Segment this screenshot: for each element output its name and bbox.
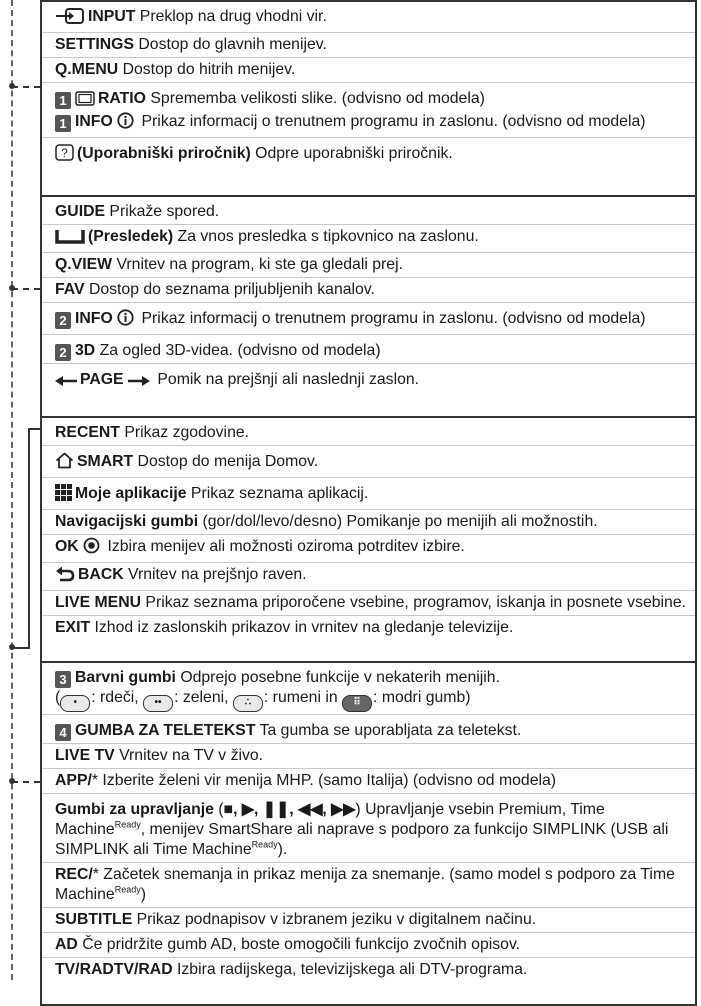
key-manual: (Uporabniški priročnik) [77, 145, 251, 162]
desc-settings: Dostop do glavnih menijev. [134, 36, 327, 53]
green-button-icon: •• [143, 695, 173, 712]
entry-control-buttons [42, 794, 695, 863]
key-rec: REC/ [55, 866, 93, 883]
ratio-icon [75, 91, 95, 112]
sup-ready: Ready [251, 839, 278, 850]
entry-user-manual [42, 138, 695, 169]
label-blue: : modri gumb) [373, 689, 471, 706]
key-app: APP/ [55, 772, 92, 789]
key-smart: SMART [77, 453, 134, 470]
badge-2: 2 [55, 344, 71, 361]
star-icon: * [92, 866, 99, 883]
section-color-playback [40, 661, 697, 1006]
key-livemenu: LIVE MENU [55, 594, 142, 611]
desc-info: Prikaz informacij o trenutnem programu in zaslonu. (odvisno od modela) [137, 113, 646, 130]
key-qmenu: Q.MENU [55, 61, 119, 78]
key-subtitle: SUBTITLE [55, 911, 133, 928]
entry-recent [42, 421, 695, 446]
badge-2: 2 [55, 312, 71, 329]
sup-ready: Ready [114, 819, 141, 830]
desc-recent: Prikaz zgodovine. [119, 424, 250, 441]
entry-subtitle [42, 908, 695, 933]
entry-my-apps [42, 478, 695, 510]
desc-color: Odprejo posebne funkcije v nekaterih menijih. [175, 669, 500, 686]
key-back: BACK [78, 566, 124, 583]
ok-icon [83, 537, 100, 560]
back-icon [55, 566, 75, 588]
apps-grid-icon [55, 484, 72, 507]
key-exit: EXIT [55, 619, 91, 636]
entry-fav [42, 278, 695, 303]
key-info: INFO [75, 113, 113, 130]
arrow-left-icon [55, 373, 77, 393]
entry-live-tv [42, 744, 695, 769]
key-guide: GUIDE [55, 203, 106, 220]
desc-app: Izberite želeni vir menija MHP. (samo Italija) (odvisno od modela) [98, 772, 557, 789]
key-page: PAGE [80, 371, 124, 388]
desc-teletext: Ta gumba se uporabljata za teletekst. [255, 722, 522, 739]
entry-rec [42, 863, 695, 908]
desc-control-3: ). [277, 841, 288, 858]
home-icon [55, 452, 74, 475]
desc-3d: Za ogled 3D-videa. (odvisno od modela) [95, 342, 381, 359]
desc-exit: Izhod iz zaslonskih prikazov in vrnitev na gledanje televizije. [90, 619, 514, 636]
desc-qview: Vrnitev na program, ki ste ga gledali prej. [112, 256, 403, 273]
entry-ratio [42, 83, 695, 138]
desc-apps: Prikaz seznama aplikacij. [186, 485, 369, 502]
badge-1: 1 [55, 115, 71, 132]
entry-settings [42, 33, 695, 58]
entry-info-2 [42, 303, 695, 335]
entry-smart [42, 446, 695, 478]
label-green: : zeleni, [174, 689, 233, 706]
entry-live-menu [42, 591, 695, 616]
key-ad: AD [55, 936, 78, 953]
yellow-button-icon: ∴ [233, 695, 263, 712]
desc-info: Prikaz informacij o trenutnem programu in zaslonu. (odvisno od modela) [137, 310, 646, 327]
label-yellow: : rumeni in [263, 689, 343, 706]
entry-exit [42, 616, 695, 640]
desc-qmenu: Dostop do hitrih menijev. [118, 61, 296, 78]
key-teletext: GUMBA ZA TELETEKST [75, 722, 256, 739]
badge-1: 1 [55, 92, 71, 109]
red-button-icon: • [60, 695, 90, 712]
entry-qview [42, 253, 695, 278]
key-input: INPUT [88, 8, 136, 25]
entry-ok [42, 535, 695, 563]
entry-tv-rad [42, 958, 695, 982]
input-icon [55, 8, 85, 30]
desc-tvrad: Izbira radijskega, televizijskega ali DTV-programa. [172, 961, 528, 978]
entry-color-buttons [42, 666, 695, 715]
paren-open: ( [55, 689, 61, 706]
desc-subtitle: Prikaz podnapisov v izbranem jeziku v digitalnem načinu. [132, 911, 537, 928]
key-3d: 3D [75, 342, 96, 359]
key-tvrad: TV/RADTV/RAD [55, 961, 173, 978]
entry-teletext [42, 715, 695, 744]
key-qview: Q.VIEW [55, 256, 113, 273]
key-nav: Navigacijski gumbi [55, 513, 199, 530]
desc-control-1: Upravljanje vsebin Premium, Time Machine [55, 801, 605, 838]
sup-ready: Ready [114, 884, 141, 895]
entry-app [42, 769, 695, 794]
playback-symbols: ■, ▶, ❚❚, ◀◀, ▶▶ [223, 801, 356, 818]
badge-3: 3 [55, 671, 71, 688]
key-control: Gumbi za upravljanje [55, 801, 214, 818]
key-livetv: LIVE TV [55, 747, 115, 764]
desc-space: Za vnos presledka s tipkovnico na zaslonu. [173, 228, 479, 245]
desc-manual: Odpre uporabniški priročnik. [250, 145, 453, 162]
section-navigation [40, 416, 697, 661]
info-icon [117, 112, 134, 135]
paren-open: ( [213, 801, 224, 818]
desc-rec-2: ) [140, 886, 146, 903]
badge-4: 4 [55, 724, 71, 741]
desc-back: Vrnitev na prejšnjo raven. [123, 566, 307, 583]
entry-guide [42, 200, 695, 225]
svg-text:?: ? [61, 146, 68, 160]
entry-navigation [42, 510, 695, 535]
key-fav: FAV [55, 281, 85, 298]
desc-guide: Prikaže spored. [105, 203, 220, 220]
question-icon [55, 144, 74, 167]
key-info: INFO [75, 310, 113, 327]
entry-space [42, 225, 695, 253]
desc-input: Preklop na drug vhodni vir. [135, 8, 327, 25]
desc-rec-1: Začetek snemanja in prikaz menija za snemanje. (samo model s podporo za Time Machine [55, 866, 675, 903]
key-ok: OK [55, 538, 79, 555]
desc-nav: (gor/dol/levo/desno) Pomikanje po menijih ali možnostih. [198, 513, 598, 530]
label-red: : rdeči, [91, 689, 144, 706]
desc-ratio: Sprememba velikosti slike. (odvisno od modela) [145, 90, 485, 107]
desc-smart: Dostop do menija Domov. [133, 453, 319, 470]
arrow-right-icon [128, 373, 150, 393]
entry-ad [42, 933, 695, 958]
key-space: (Presledek) [88, 228, 174, 245]
desc-page: Pomik na prejšnji ali naslednji zaslon. [153, 371, 420, 388]
key-settings: SETTINGS [55, 36, 134, 53]
desc-livemenu: Prikaz seznama priporočene vsebine, programov, iskanja in posnete vsebine. [141, 594, 687, 611]
entry-input [42, 5, 695, 33]
entry-3d [42, 335, 695, 364]
space-icon [55, 228, 85, 250]
key-ratio: RATIO [98, 90, 146, 107]
key-recent: RECENT [55, 424, 120, 441]
info-icon [117, 309, 134, 332]
section-guide-page [40, 195, 697, 416]
blue-button-icon: ⠿ [342, 695, 372, 712]
desc-fav: Dostop do seznama priljubljenih kanalov. [84, 281, 375, 298]
entry-qmenu [42, 58, 695, 83]
desc-ok: Izbira menijev ali možnosti oziroma potrditev izbire. [103, 538, 465, 555]
key-apps: Moje aplikacije [75, 485, 187, 502]
desc-livetv: Vrnitev na TV v živo. [114, 747, 264, 764]
desc-ad: Če pridržite gumb AD, boste omogočili funkcijo zvočnih opisov. [77, 936, 521, 953]
star-icon: * [91, 772, 99, 789]
section-input-settings [40, 0, 697, 195]
key-color: Barvni gumbi [75, 669, 176, 686]
entry-page [42, 364, 695, 395]
paren-close: ) [355, 801, 361, 818]
entry-back [42, 563, 695, 591]
desc-control-2: , menijev SmartShare ali naprave s podporo za funkcijo SIMPLINK (USB ali SIMPLINK ali Time Machine [55, 821, 669, 858]
